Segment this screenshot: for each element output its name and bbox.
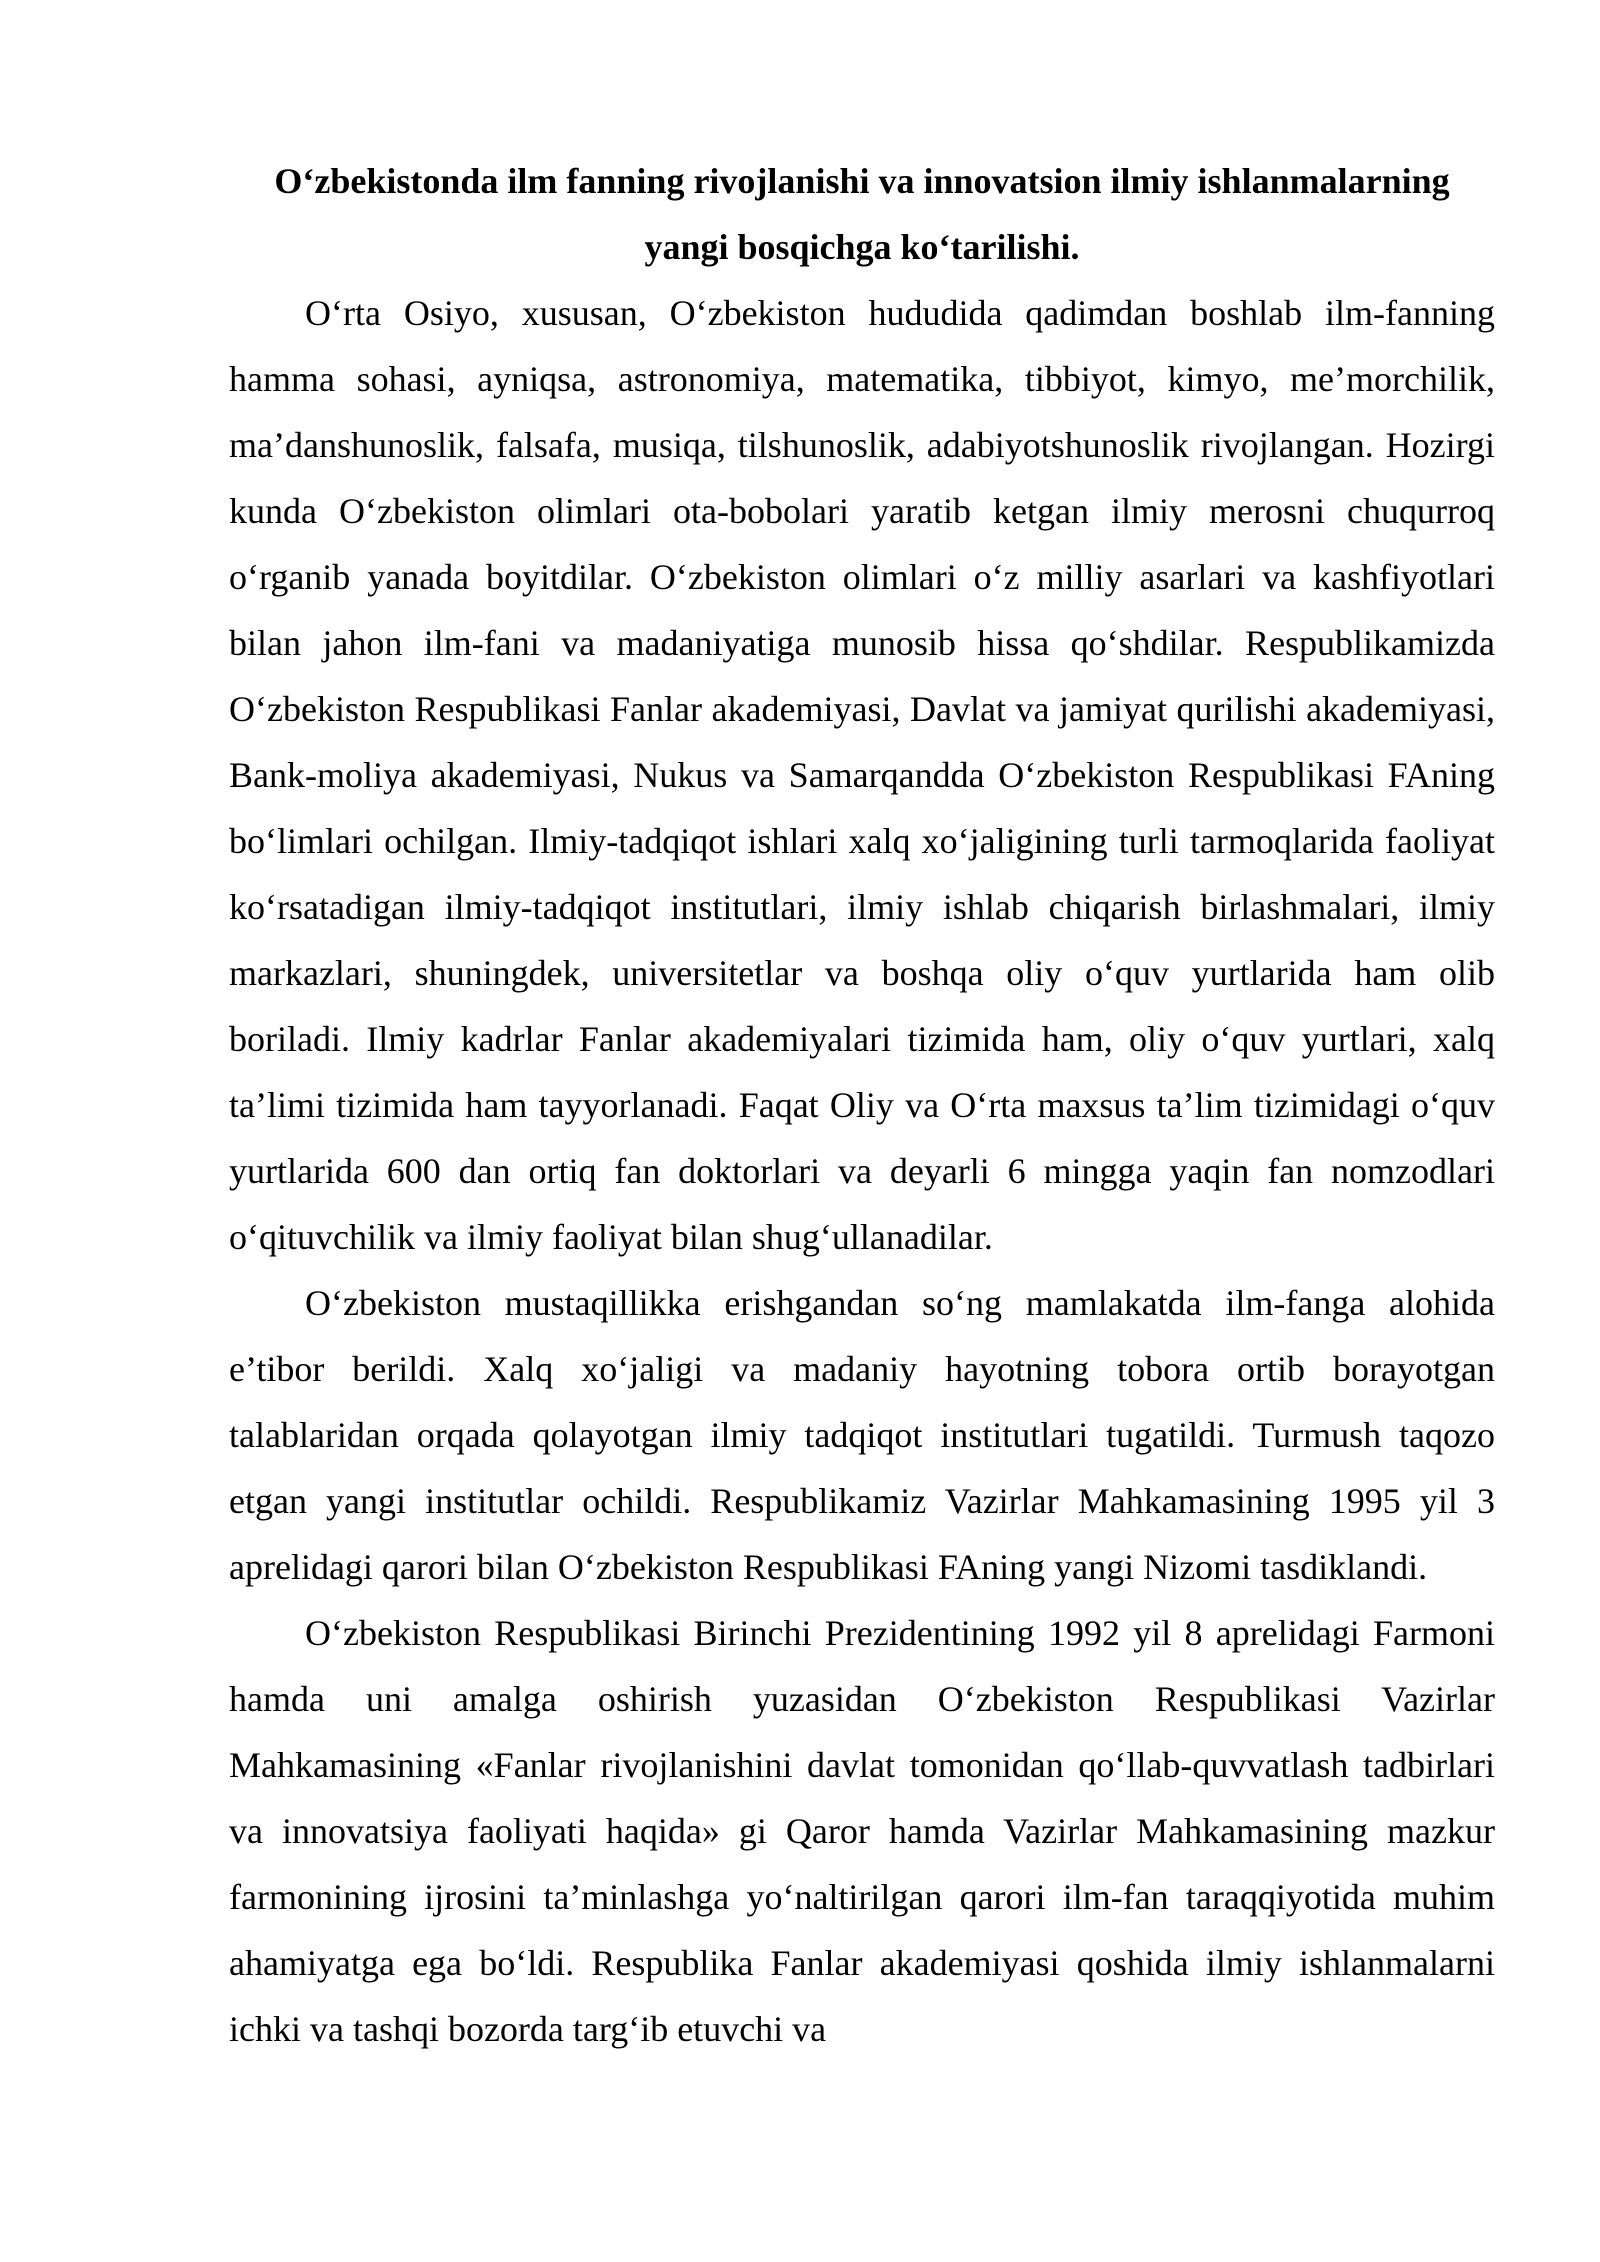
paragraph-2: O‘zbekiston mustaqillikka erishgandan so‘ng mamlakatda ilm-fanga alohida e’tibor berildi. Xalq xo‘jaligi va madaniy hayotning tobora ortib borayotgan talablaridan orqada qolayotgan ilmiy tadqiqot institutlari tugatildi. Turmush taqozo etgan yangi institutlar ochildi. Respublikamiz Vazirlar Mahkamasining 1995 yil 3 aprelidagi qarori bilan O‘zbekiston Respublikasi FAning yangi Nizomi tasdiklandi. — [229, 1283, 1495, 1587]
paragraph-3: O‘zbekiston Respublikasi Birinchi Prezidentining 1992 yil 8 aprelidagi Farmoni hamda uni amalga oshirish yuzasidan O‘zbekiston Respublikasi Vazirlar Mahkamasining «Fanlar rivojlanishini davlat tomonidan qo‘llab-quvvatlash tadbirlari va innovatsiya faoliyati haqida» gi Qaror hamda Vazirlar Mahkamasining mazkur farmonining ijrosini ta’minlashga yo‘naltirilgan qarori ilm-fan taraqqiyotida muhim ahamiyatga ega bo‘ldi. Respublika Fanlar akademiyasi qoshida ilmiy ishlanmalarni ichki va tashqi bozorda targ‘ib etuvchi va — [229, 1613, 1495, 2049]
document-title: O‘zbekistonda ilm fanning rivojlanishi va innovatsion ilmiy ishlanmalarning yangi bosqichga ko‘tarilishi. — [274, 161, 1450, 267]
document-body — [229, 148, 1495, 2062]
paragraph-1: O‘rta Osiyo, xususan, O‘zbekiston hududida qadimdan boshlab ilm-fanning hamma sohasi, ayniqsa, astronomiya, matematika, tibbiyot, kimyo, me’morchilik, ma’danshunoslik, falsafa, musiqa, tilshunoslik, adabiyotshunoslik rivojlangan. Hozirgi kunda O‘zbekiston olimlari ota-bobolari yaratib ketgan ilmiy merosni chuqurroq o‘rganib yanada boyitdilar. O‘zbekiston olimlari o‘z milliy asarlari va kashfiyotlari bilan jahon ilm-fani va madaniyatiga munosib hissa qo‘shdilar. Respublikamizda O‘zbekiston Respublikasi Fanlar akademiyasi, Davlat va jamiyat qurilishi akademiyasi, Bank-moliya akademiyasi, Nukus va Samarqandda O‘zbekiston Respublikasi FAning bo‘limlari ochilgan. Ilmiy-tadqiqot ishlari xalq xo‘jaligining turli tarmoqlarida faoliyat ko‘rsatadigan ilmiy-tadqiqot institutlari, ilmiy ishlab chiqarish birlashmalari, ilmiy markazlari, shuningdek, universitetlar va boshqa oliy o‘quv yurtlarida ham olib boriladi. Ilmiy kadrlar Fanlar akademiyalari tizimida ham, oliy o‘quv yurtlari, xalq ta’limi tizimida ham tayyorlanadi. Faqat Oliy va O‘rta maxsus ta’lim tizimidagi o‘quv yurtlarida 600 dan ortiq fan doktorlari va deyarli 6 mingga yaqin fan nomzodlari o‘qituvchilik va ilmiy faoliyat bilan shug‘ullanadilar. — [229, 293, 1495, 1257]
